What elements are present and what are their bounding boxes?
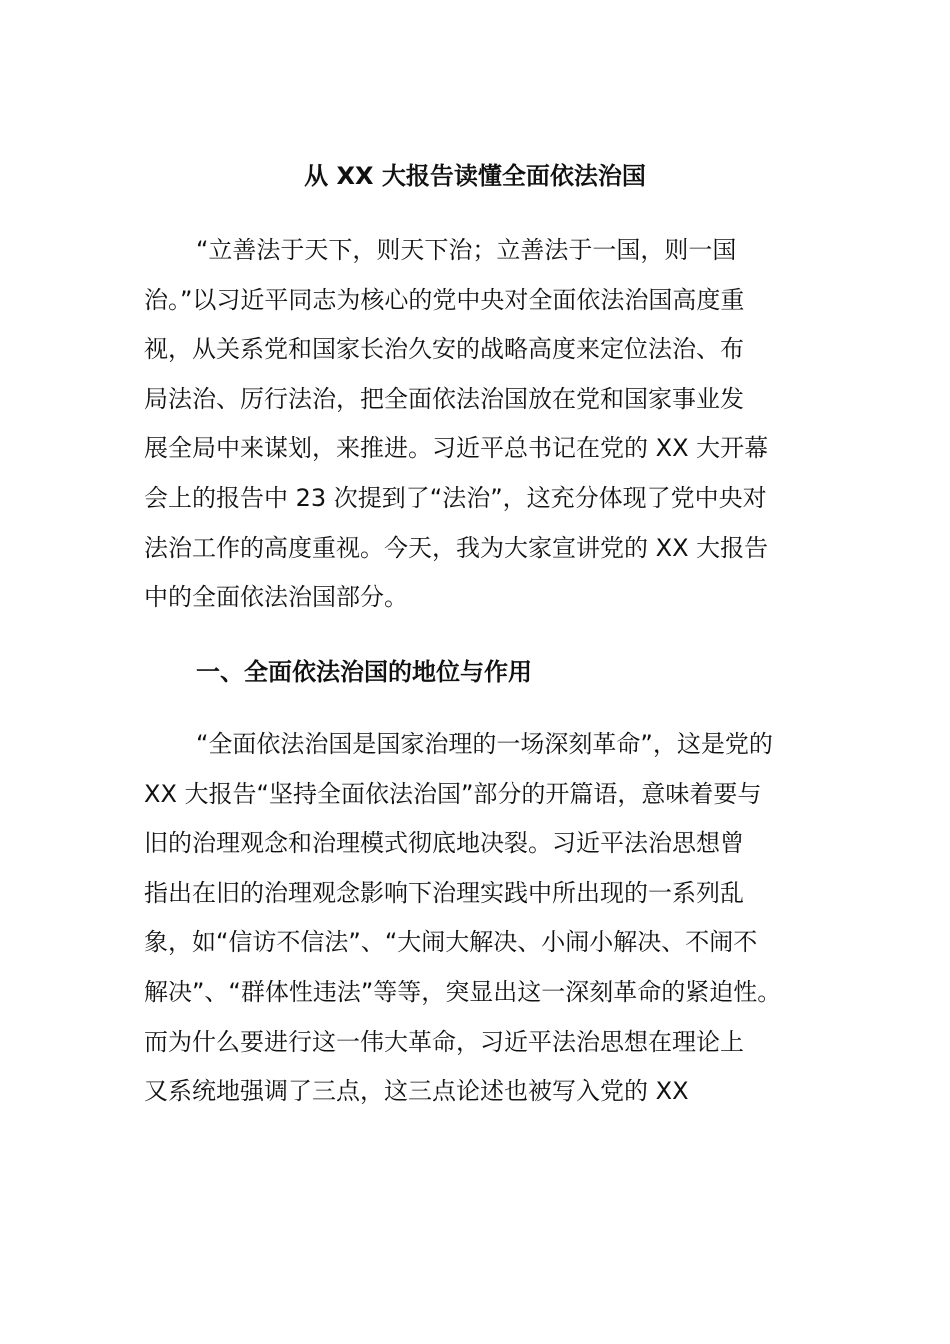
document-title: 从 XX 大报告读懂全面依法治国: [304, 162, 646, 190]
paragraph-line: 中的全面依法治国部分。: [144, 583, 408, 612]
paragraph-line: “立善法于天下，则天下治；立善法于一国，则一国: [196, 236, 737, 264]
paragraph-line: 法治工作的高度重视。今天，我为大家宣讲党的 XX 大报告: [144, 533, 769, 562]
paragraph-line: 象，如“信访不信法”、“大闹大解决、小闹小解决、不闹不: [144, 928, 758, 957]
paragraph-line: 治。”以习近平同志为核心的党中央对全面依法治国高度重: [144, 285, 745, 314]
paragraph-line: 而为什么要进行这一伟大革命，习近平法治思想在理论上: [144, 1027, 744, 1056]
paragraph-line: 旧的治理观念和治理模式彻底地决裂。习近平法治思想曾: [144, 829, 744, 858]
paragraph-line: 会上的报告中 23 次提到了“法治”，这充分体现了党中央对: [144, 483, 767, 512]
paragraph-line: 解决”、“群体性违法”等等，突显出这一深刻革命的紧迫性。: [144, 977, 782, 1006]
paragraph-line: XX 大报告“坚持全面依法治国”部分的开篇语，意味着要与: [144, 779, 762, 808]
paragraph-intro: [144, 226, 808, 623]
paragraph-line: 视，从关系党和国家长治久安的战略高度来定位法治、布: [144, 335, 744, 364]
paragraph-line: 局法治、厉行法治，把全面依法治国放在党和国家事业发: [144, 384, 744, 413]
paragraph-line: 指出在旧的治理观念影响下治理实践中所出现的一系列乱: [144, 878, 744, 907]
section-heading: 一、全面依法治国的地位与作用: [196, 658, 532, 686]
paragraph-line: “全面依法治国是国家治理的一场深刻革命”，这是党的: [196, 730, 773, 758]
paragraph-line: 展全局中来谋划，来推进。习近平总书记在党的 XX 大开幕: [144, 434, 769, 463]
paragraph-line: 又系统地强调了三点，这三点论述也被写入党的 XX: [144, 1077, 689, 1106]
paragraph-section-one: [144, 720, 808, 1117]
